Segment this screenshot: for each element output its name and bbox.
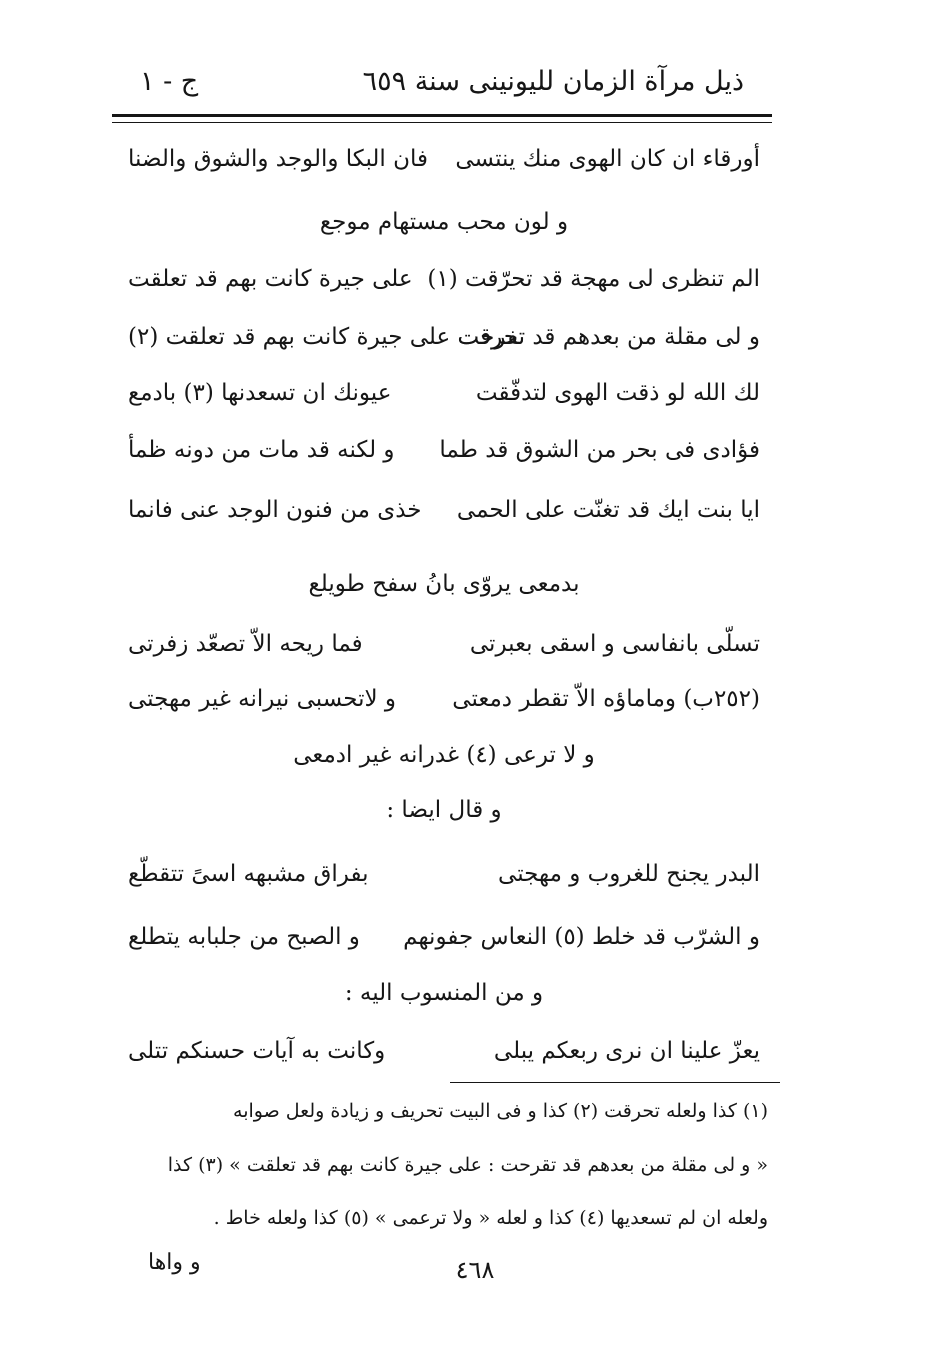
verse-first-hemistich: و لى مقلة من بعدهم قد تحرقت [457, 324, 760, 350]
footnote-line: (١) كذا ولعله تحرقت (٢) كذا و فى البيت تحريف و زيادة ولعل صوابه [233, 1100, 768, 1122]
verse-first-hemistich: الم تنظرى لى مهجة قد تحرّقت (١) [427, 266, 760, 292]
verse-first-hemistich: و الشرّب قد خلط (٥) النعاس جفونهم [403, 924, 760, 950]
verse-first-hemistich: يعزّ علينا ان نرى ربعكم يبلى [493, 1038, 760, 1064]
verse-first-hemistich: تسلّى بانفاسى و اسقى بعبرتى [469, 631, 760, 657]
footnote-line: ولعله ان لم تسعديها (٤) كذا و لعله « ولا ترعمى » (٥) كذا ولعله خاط . [213, 1207, 768, 1229]
verse-second-hemistich: فما ريحه الاّ تصعّد زفرتى [128, 631, 363, 657]
verse-first-hemistich: لك الله لو ذقت الهوى لتدفّقت [475, 380, 760, 406]
verse-first-hemistich: فؤادى فى بحر من الشوق قد طما [439, 437, 760, 463]
verse-first-hemistich: البدر يجنح للغروب و مهجتى [498, 861, 760, 887]
verse-line-centered: و لا ترعى (٤) غدرانه غير ادمعى [293, 742, 595, 768]
footnote-rule [450, 1082, 780, 1083]
footnote-line: « و لى مقلة من بعدهم قد تقرحت : على جيرة كانت بهم قد تعلقت » (٣) كذا [167, 1154, 768, 1176]
verse-second-hemistich: خذى من فنون الوجد عنى فانما [128, 497, 422, 523]
verse-second-hemistich: تفرحت على جيرة كانت بهم قد تعلقت (٢) [128, 324, 526, 350]
page-number: ٤٦٨ [455, 1256, 495, 1284]
verse-second-hemistich: على جيرة كانت بهم قد تعلقت [128, 266, 413, 292]
running-title: ذيل مرآة الزمان لليونينى سنة ٦٥٩ [362, 66, 744, 97]
verse-second-hemistich: وكانت به آيات حسنكم تتلى [128, 1038, 386, 1064]
verse-second-hemistich: و الصبح من جلبابه يتطلع [128, 924, 360, 950]
section-heading: و من المنسوب اليه : [344, 980, 544, 1006]
verse-second-hemistich: و لكنه قد مات من دونه ظمأ [128, 437, 395, 463]
verse-line-centered: و لون محب مستهام موجع [319, 209, 569, 235]
verse-line-centered: بدمعى يروّى بانُ سفح طويلع [308, 571, 580, 597]
catchword: و واها [148, 1250, 201, 1275]
verse-second-hemistich: عيونك ان تسعدنها (٣) بادمع [128, 380, 392, 406]
verse-first-hemistich: (٢٥٢ب) وماماؤه الاّ تقطر دمعتى [452, 686, 760, 712]
verse-first-hemistich: أورقاء ان كان الهوى منك ينتسى [455, 146, 760, 172]
header-rule-thin [112, 122, 772, 123]
header-rule-thick [112, 114, 772, 117]
verse-first-hemistich: ايا بنت ايك قد تغنّت على الحمى [456, 497, 760, 523]
verse-second-hemistich: و لاتحسبى نيرانه غير مهجتى [128, 686, 397, 712]
section-heading: و قال ايضا : [386, 797, 502, 823]
verse-second-hemistich: فان البكا والوجد والشوق والضنا [128, 146, 429, 172]
volume-label: ج - ١ [140, 66, 199, 97]
verse-second-hemistich: بفراق مشبهه اسىً تتقطّع [128, 861, 369, 887]
